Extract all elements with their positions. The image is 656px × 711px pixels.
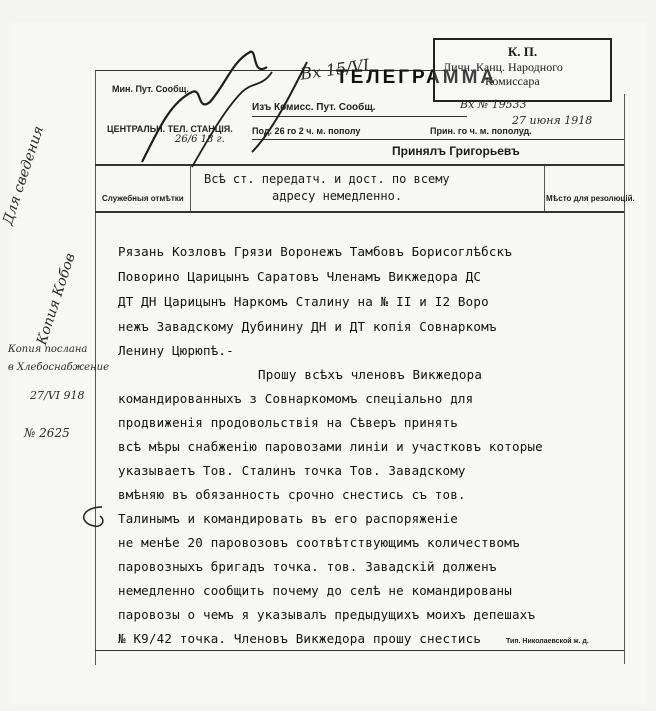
from-line: Изъ Комисс. Пут. Сообщ. bbox=[252, 102, 376, 113]
received-line: Прин. го ч. м. пополуд. bbox=[430, 126, 532, 136]
body-line: всѣ мѣры снабженію паровозами линіи и участковъ которые bbox=[118, 439, 543, 454]
body-line: Талинымъ и командировать въ его распоряженіе bbox=[118, 511, 458, 526]
handwritten-signature-scribble bbox=[132, 32, 332, 172]
body-line: паровозныхъ бригадъ точка. тов. Завадскій долженъ bbox=[118, 559, 497, 574]
telegram-title: ТЕЛЕГРАММА bbox=[336, 67, 498, 88]
margin-note-1: Копия послана bbox=[8, 344, 88, 355]
incoming-date: 27 июня 1918 bbox=[512, 114, 593, 127]
body-line: № К9/42 точка. Членовъ Викжедора прошу снестись bbox=[118, 631, 482, 646]
right-border-line bbox=[624, 94, 625, 664]
chancellery-stamp bbox=[433, 38, 612, 102]
body-line: нежъ Завадскому Дубинину ДН и ДТ копія Совнаркомъ bbox=[118, 319, 497, 334]
incoming-number: Вх № 19533 bbox=[460, 98, 527, 111]
body-line: Ленину Цюрюпѣ.- bbox=[118, 343, 234, 358]
service-divider-right bbox=[544, 166, 545, 211]
stamp-line-3: Комиссара bbox=[485, 74, 540, 88]
body-line: командированныхъ з Совнаркомомъ спеціально для bbox=[118, 391, 474, 406]
top-scribble-note: Вх 15/VI bbox=[299, 55, 371, 84]
body-line: ДТ ДН Царицынъ Наркомъ Сталину на № II и I2 Воро bbox=[118, 294, 489, 309]
instruction-line-1: Всѣ ст. передатч. и дост. по всему bbox=[204, 172, 450, 186]
body-line: немедленно сообщить почему до селѣ не командированы bbox=[118, 583, 513, 598]
resolution-label: Мѣсто для резолюцій. bbox=[546, 194, 635, 203]
margin-note-2: в Хлебоснабжение bbox=[8, 362, 110, 373]
margin-vertical-note-2: Копия Кобов bbox=[34, 251, 79, 347]
margin-note-3: 27/VI 918 bbox=[30, 389, 85, 402]
body-line: Прошу всѣхъ членовъ Викжедора bbox=[258, 367, 483, 382]
body-line: не менѣе 20 паровозовъ соотвѣтствующимъ количествомъ bbox=[118, 535, 520, 550]
sent-line: Под. 26 го 2 ч. м. пополу bbox=[252, 126, 361, 136]
body-line: вмѣняю въ обязанность срочно снестись съ тов. bbox=[118, 487, 466, 502]
printer-mark: Тип. Николаевской ж. д. bbox=[506, 638, 589, 645]
ministry-label: Мин. Пут. Сообщ. bbox=[112, 84, 189, 94]
margin-mark-scribble bbox=[72, 502, 112, 532]
margin-vertical-note-1: Для сведения bbox=[0, 124, 48, 227]
body-line: паровозы о чемъ я указывалъ предыдущихъ моихъ депешахъ bbox=[118, 607, 536, 622]
stamp-line-1: К. П. bbox=[507, 44, 538, 59]
accepted-by: Принялъ Григорьевъ bbox=[392, 144, 520, 158]
body-line: Рязань Козловъ Грязи Воронежъ Тамбовъ Борисоглѣбскъ bbox=[118, 244, 513, 259]
bottom-rule bbox=[95, 650, 624, 651]
body-line: Поворино Царицынъ Саратовъ Членамъ Викжедора ДС bbox=[118, 269, 482, 284]
service-divider-left bbox=[190, 166, 191, 211]
service-marks-label: Служебныя отмѣтки bbox=[102, 194, 184, 203]
date-sent-stamp: 26/6 18 г. bbox=[175, 134, 225, 145]
body-line: продвиженія продовольствія на Сѣверъ принять bbox=[118, 415, 458, 430]
body-line: указываетъ Тов. Сталинъ точка Тов. Завадскому bbox=[118, 463, 466, 478]
instruction-line-2: адресу немедленно. bbox=[272, 189, 403, 203]
service-bottom-rule bbox=[95, 211, 624, 213]
central-station-label: ЦЕНТРАЛЬН. ТЕЛ. СТАНЦІЯ. bbox=[107, 124, 233, 134]
stamp-line-2: Личн. Канц. Народного bbox=[443, 60, 563, 74]
telegram-page bbox=[0, 22, 646, 705]
margin-note-4: № 2625 bbox=[24, 426, 70, 440]
